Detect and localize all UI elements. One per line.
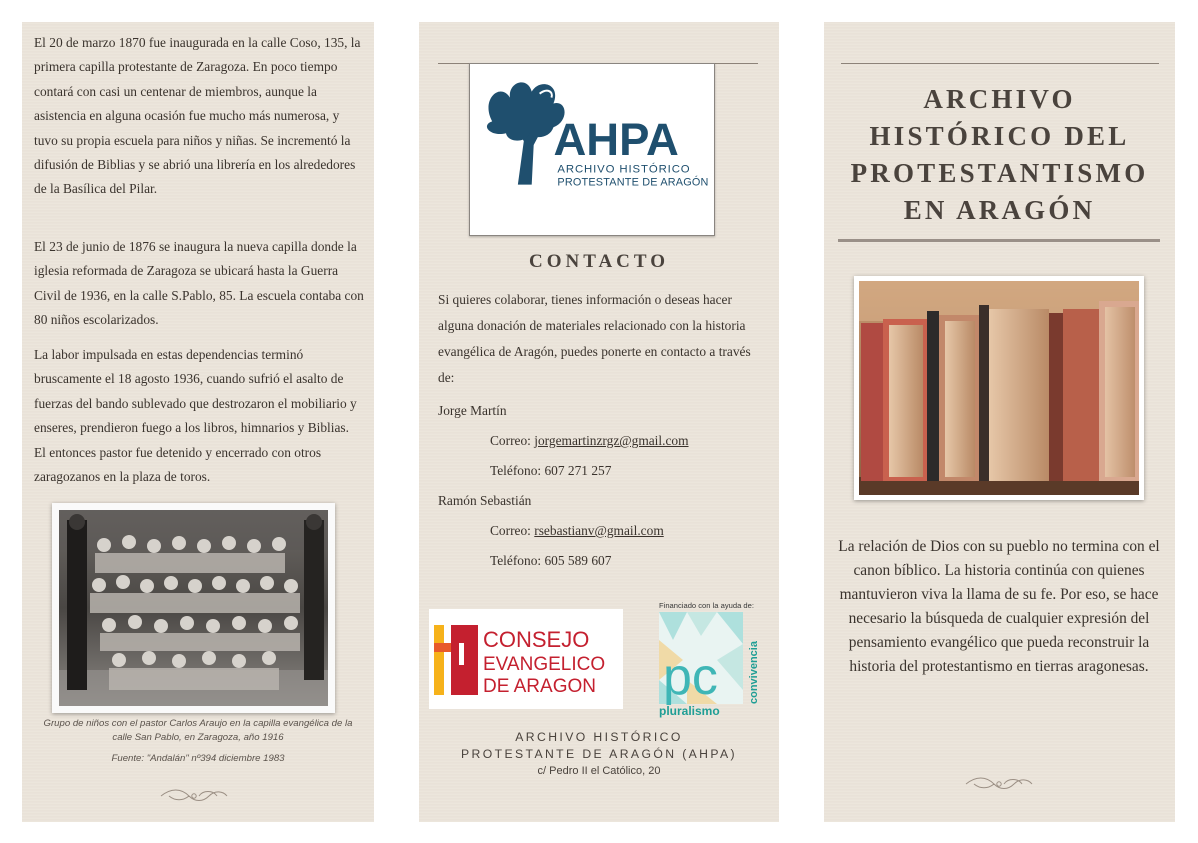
history-paragraph-2: El 23 de junio de 1876 se inaugura la nueva capilla donde la iglesia reformada de Zaragoza se ubicará hasta la Guerra Civil de 1936, en la calle S.Pablo, 85. La escuela contaba con 80 niños escolarizados. bbox=[34, 239, 364, 328]
title-line-1: ARCHIVO bbox=[923, 84, 1076, 114]
right-panel bbox=[824, 22, 1175, 822]
phone-number-1: 607 271 257 bbox=[544, 463, 612, 478]
photo-caption: Grupo de niños con el pastor Carlos Araujo en la capilla evangélica de la calle San Pablo, en Zaragoza, año 1916 bbox=[43, 718, 353, 743]
pc-letters: pc bbox=[663, 648, 718, 706]
title-line-4: EN ARAGÓN bbox=[903, 195, 1096, 225]
footer-address: c/ Pedro II el Católico, 20 bbox=[537, 765, 661, 777]
books-image bbox=[859, 281, 1139, 495]
consejo-line-2: EVANGELICO bbox=[483, 654, 606, 675]
pc-top-text: Financiado con la ayuda de: bbox=[659, 601, 754, 610]
flourish-ornament-icon bbox=[159, 785, 229, 807]
consejo-evangelico-logo bbox=[429, 609, 623, 709]
consejo-line-1: CONSEJO bbox=[483, 627, 590, 652]
flourish-ornament-icon bbox=[964, 773, 1034, 795]
title-divider bbox=[838, 239, 1160, 242]
contact-intro: Si quieres colaborar, tienes información o deseas hacer alguna donación de materiales relacionado con la historia evangélica de Aragón, puedes ponerte en contacto a través de: bbox=[438, 292, 751, 385]
footer-org-line-1: ARCHIVO HISTÓRICO bbox=[515, 730, 683, 744]
contact-phone-row-2 bbox=[490, 548, 820, 574]
pc-bottom-text: pluralismo bbox=[659, 704, 720, 718]
contact-name-1: Jorge Martín bbox=[438, 403, 507, 418]
phone-label: Teléfono: bbox=[490, 553, 545, 568]
consejo-line-3: DE ARAGON bbox=[483, 676, 596, 697]
left-panel bbox=[22, 22, 374, 822]
contact-email-row-2 bbox=[490, 518, 820, 544]
contact-heading: CONTACTO bbox=[528, 251, 670, 272]
email-label: Correo: bbox=[490, 433, 535, 448]
email-link-1[interactable]: jorgemartinzrgz@gmail.com bbox=[534, 433, 689, 448]
footer-org-line-2: PROTESTANTE DE ARAGÓN (AHPA) bbox=[461, 747, 737, 761]
pluralismo-convivencia-logo bbox=[657, 600, 761, 718]
phone-number-2: 605 589 607 bbox=[544, 553, 612, 568]
historic-photo bbox=[52, 503, 335, 713]
ahpa-logo bbox=[469, 63, 715, 236]
title-line-3: PROTESTANTISMO bbox=[850, 158, 1149, 188]
top-divider bbox=[841, 63, 1159, 64]
title-line-2: HISTÓRICO DEL bbox=[869, 121, 1130, 151]
cross-icon bbox=[434, 625, 478, 695]
email-label: Correo: bbox=[490, 523, 535, 538]
intro-quote: La relación de Dios con su pueblo no termina con el canon bíblico. La historia continúa con quienes mantuvieron viva la llama de su fe. Por eso, se hace necesario la búsqueda de cualquier expresión del pensamiento evangélico que pueda reconstruir la historia del protestantismo en tierras aragonesas. bbox=[838, 538, 1160, 675]
logo-line-1: ARCHIVO HISTÓRICO bbox=[557, 163, 691, 176]
photo-source: Fuente: "Andalán" nº394 diciembre 1983 bbox=[111, 753, 285, 764]
contact-phone-row-1 bbox=[490, 458, 820, 484]
middle-panel bbox=[419, 22, 779, 822]
logo-line-2: PROTESTANTE DE ARAGÓN bbox=[557, 176, 709, 189]
contact-email-row-1 bbox=[490, 428, 820, 454]
logo-acronym: AHPA bbox=[553, 113, 679, 165]
phone-label: Teléfono: bbox=[490, 463, 545, 478]
contact-name-2: Ramón Sebastián bbox=[438, 493, 532, 508]
history-paragraph-3: La labor impulsada en estas dependencias terminó bruscamente el 18 agosto 1936, cuando sufrió el asalto de fuerzas del bando sublevado que destrozaron el mobiliario y enseres, prendieron fuego a los libros, himnarios y Biblias. El entonces pastor fue detenido y encerrado con otros zaragozanos en la plaza de toros. bbox=[34, 347, 357, 485]
group-photo-image bbox=[59, 510, 328, 706]
email-link-2[interactable]: rsebastianv@gmail.com bbox=[534, 523, 664, 538]
old-books-photo bbox=[854, 276, 1144, 500]
history-paragraph-1: El 20 de marzo 1870 fue inaugurada en la calle Coso, 135, la primera capilla protestante de Zaragoza. En poco tiempo contará con casi un centenar de miembros, aunque la asistencia en alguna ocasión fue mucho más numerosa, y tuvo su propia escuela para niños y niñas. Se incrementó la difusión de Biblias y se abrió una librería en los alrededores de la Basílica del Pilar. bbox=[34, 35, 361, 197]
pc-side-text: convivencia bbox=[748, 641, 760, 704]
